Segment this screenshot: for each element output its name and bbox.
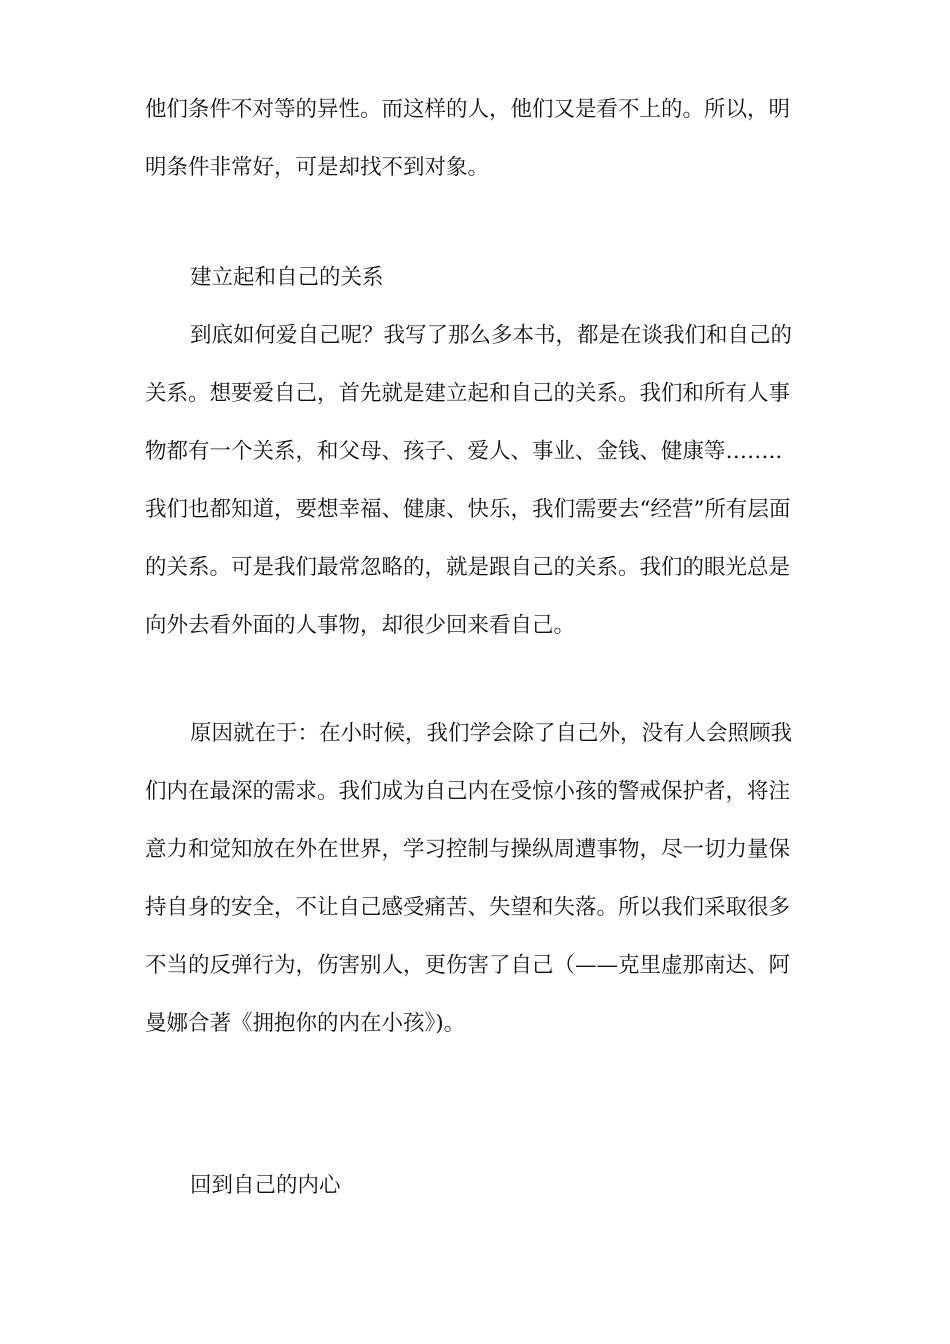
paragraph-line: 们内在最深的需求。我们成为自己内在受惊小孩的警戒保护者，将注 bbox=[145, 779, 791, 804]
paragraph-line: 原因就在于：在小时候，我们学会除了自己外，没有人会照顾我 bbox=[190, 721, 793, 746]
paragraph-line: 不当的反弹行为，伤害别人，更伤害了自己（——克里虚那南达、阿 bbox=[145, 953, 791, 978]
paragraph-line: 物都有一个关系，和父母、孩子、爱人、事业、金钱、健康等…….. bbox=[145, 439, 783, 464]
paragraph-line: 关系。想要爱自己，首先就是建立起和自己的关系。我们和所有人事 bbox=[145, 381, 791, 406]
paragraph-line: 的关系。可是我们最常忽略的，就是跟自己的关系。我们的眼光总是 bbox=[145, 555, 791, 580]
paragraph-line: 明条件非常好，可是却找不到对象。 bbox=[145, 155, 490, 180]
paragraph-line: 他们条件不对等的异性。而这样的人，他们又是看不上的。所以，明 bbox=[145, 97, 791, 122]
paragraph-line: 曼娜合著《拥抱你的内在小孩》)。 bbox=[145, 1011, 466, 1036]
section-heading: 回到自己的内心 bbox=[190, 1173, 341, 1198]
paragraph-line: 向外去看外面的人事物，却很少回来看自己。 bbox=[145, 613, 576, 638]
paragraph-line: 到底如何爱自己呢？我写了那么多本书，都是在谈我们和自己的 bbox=[190, 323, 793, 348]
paragraph-line: 持自身的安全，不让自己感受痛苦、失望和失落。所以我们采取很多 bbox=[145, 895, 791, 920]
section-heading: 建立起和自己的关系 bbox=[190, 265, 384, 290]
paragraph-line: 意力和觉知放在外在世界，学习控制与操纵周遭事物，尽一切力量保 bbox=[145, 837, 791, 862]
paragraph-line: 我们也都知道，要想幸福、健康、快乐，我们需要去“经营”所有层面 bbox=[145, 497, 791, 522]
